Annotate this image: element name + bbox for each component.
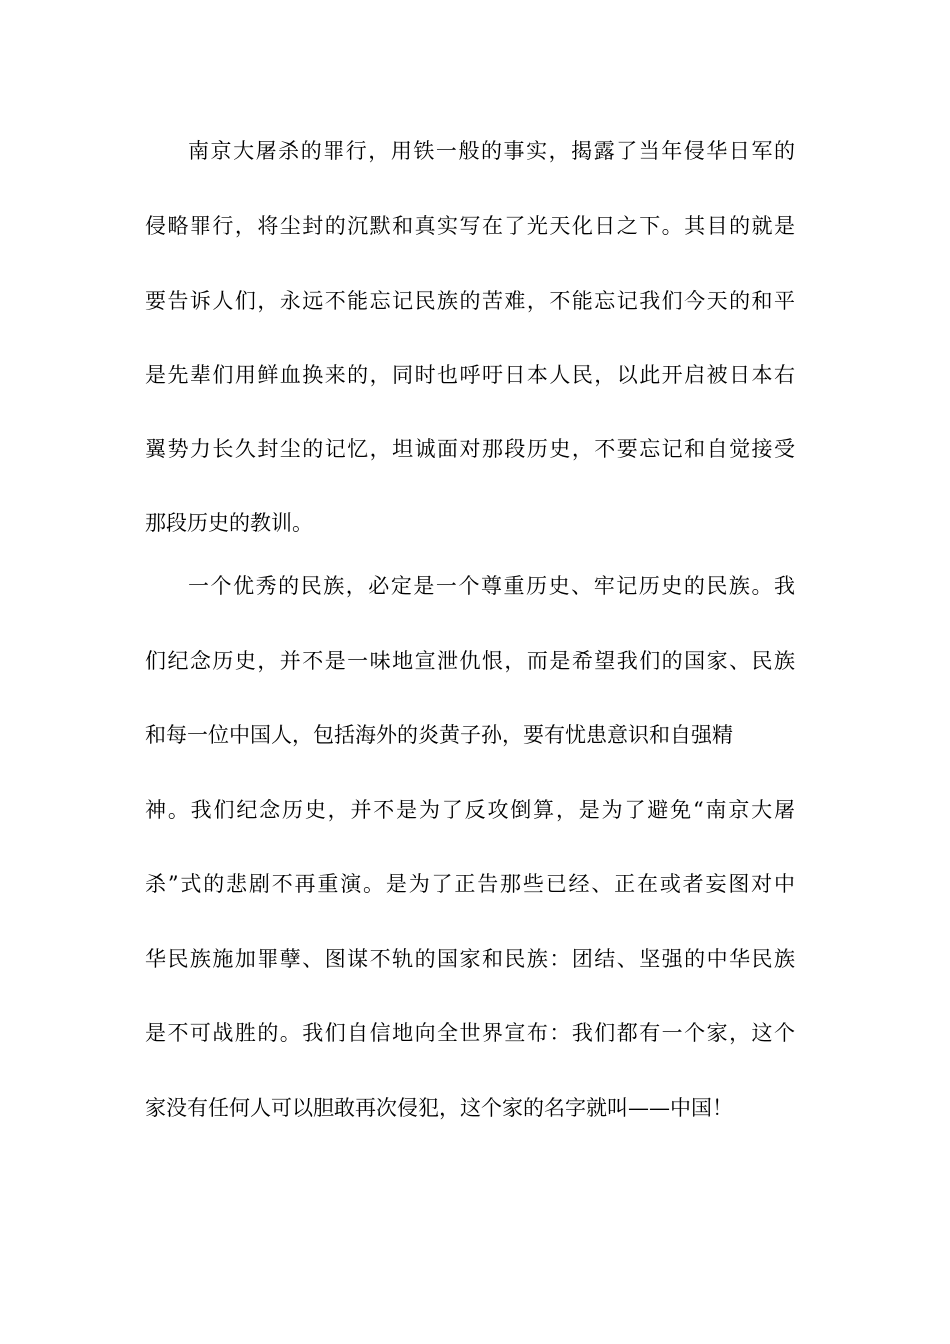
paragraph-1-line-4: 是先辈们用鲜血换来的，同时也呼吁日本人民，以此开启被日本右 — [145, 363, 795, 387]
paragraph-2-line-1: 一个优秀的民族，必定是一个尊重历史、牢记历史的民族。我 — [188, 574, 795, 598]
paragraph-1-line-2: 侵略罪行，将尘封的沉默和真实写在了光天化日之下。其目的就是 — [145, 214, 795, 238]
paragraph-1-line-1: 南京大屠杀的罪行，用铁一般的事实，揭露了当年侵华日军的 — [188, 139, 795, 163]
paragraph-2-line-7: 是不可战胜的。我们自信地向全世界宣布：我们都有一个家，这个 — [145, 1021, 795, 1045]
paragraph-2-line-5: 杀”式的悲剧不再重演。是为了正告那些已经、正在或者妄图对中 — [145, 872, 795, 896]
paragraph-2-line-8: 家没有任何人可以胆敢再次侵犯，这个家的名字就叫——中国！ — [145, 1096, 733, 1120]
paragraph-2-line-4: 神。我们纪念历史，并不是为了反攻倒算，是为了避免“南京大屠 — [145, 798, 795, 822]
paragraph-2-line-3: 和每一位中国人，包括海外的炎黄子孙，要有忧患意识和自强精 — [145, 723, 733, 747]
paragraph-1-line-5: 翼势力长久封尘的记忆，坦诚面对那段历史，不要忘记和自觉接受 — [145, 437, 795, 461]
paragraph-2-line-6: 华民族施加罪孽、图谋不轨的国家和民族：团结、坚强的中华民族 — [145, 947, 795, 971]
paragraph-2-line-2: 们纪念历史，并不是一味地宣泄仇恨，而是希望我们的国家、民族 — [145, 649, 795, 673]
paragraph-1-line-6: 那段历史的教训。 — [145, 511, 313, 535]
paragraph-1-line-3: 要告诉人们，永远不能忘记民族的苦难，不能忘记我们今天的和平 — [145, 289, 795, 313]
